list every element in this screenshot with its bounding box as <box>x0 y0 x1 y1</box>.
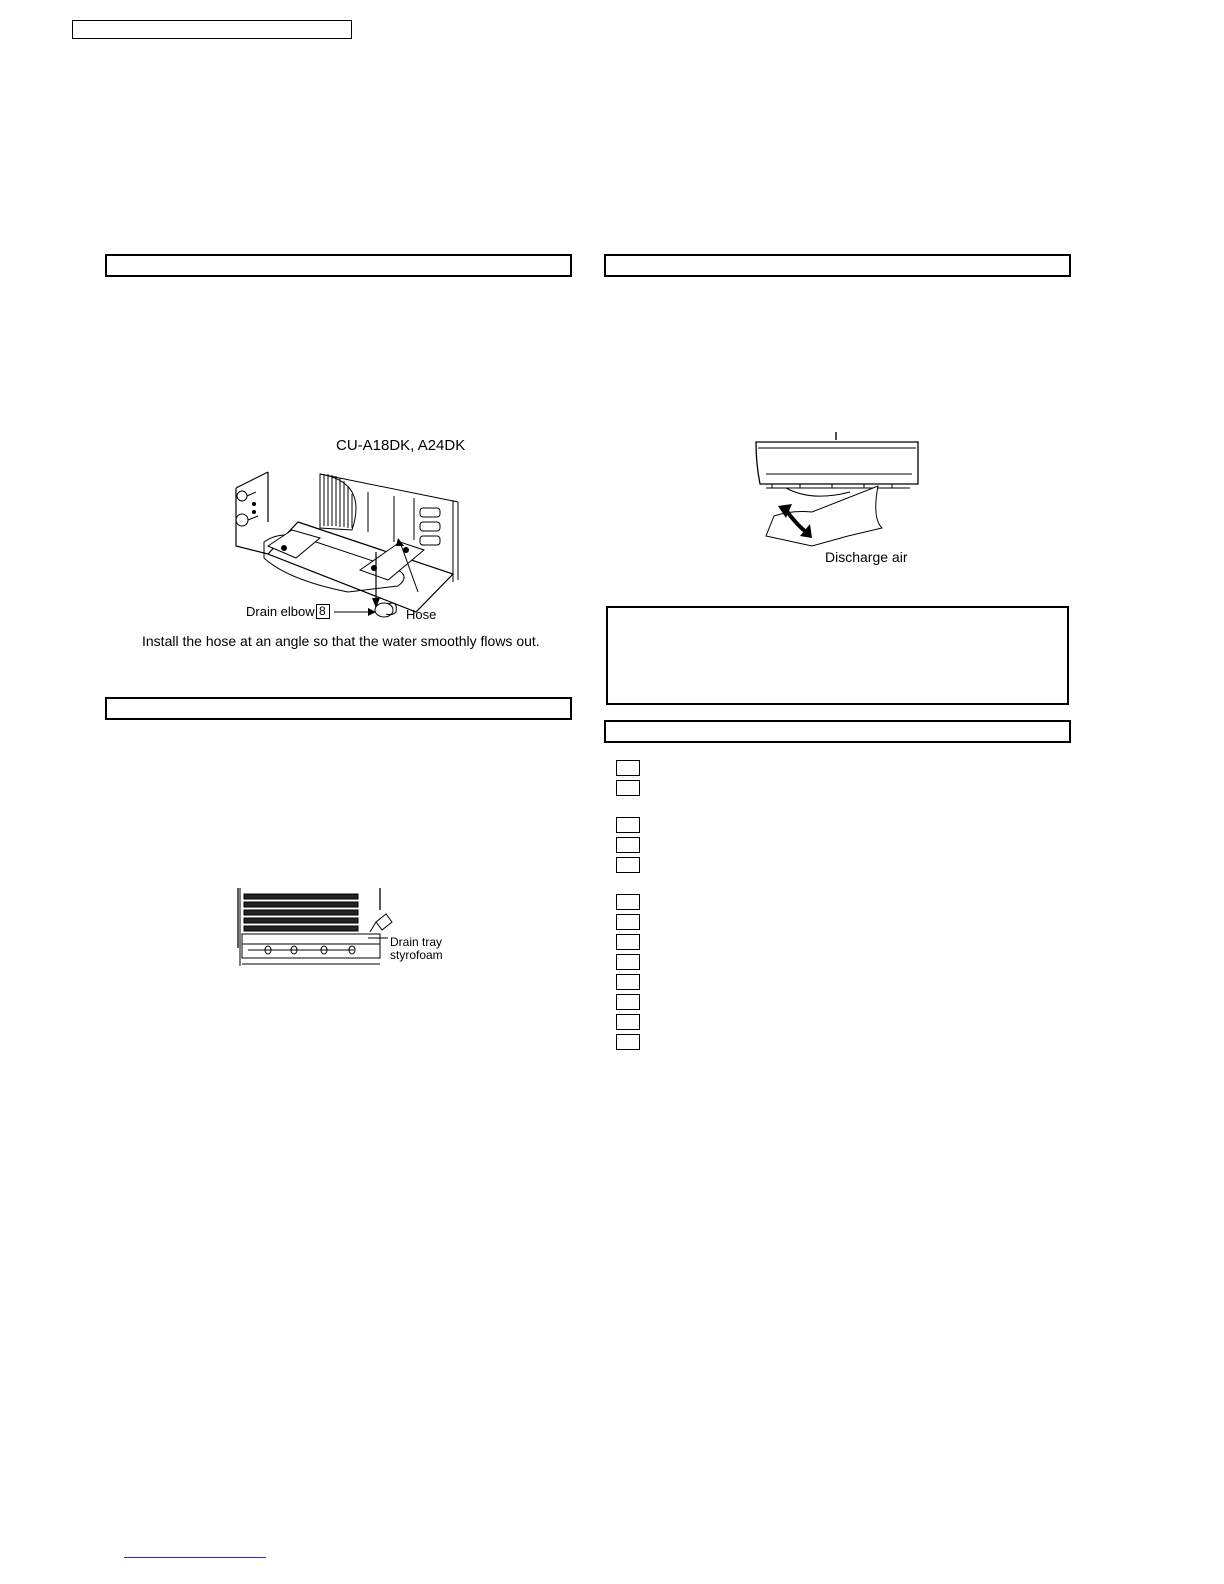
checklist-checkbox[interactable] <box>616 934 640 950</box>
footer-link[interactable] <box>124 1557 266 1558</box>
indoor-unit-illustration <box>752 428 924 558</box>
checklist-checkbox[interactable] <box>616 894 640 910</box>
drain-tray-illustration <box>234 886 394 970</box>
checklist-checkbox[interactable] <box>616 837 640 853</box>
checklist-checkbox[interactable] <box>616 974 640 990</box>
checklist-checkbox[interactable] <box>616 857 640 873</box>
checklist-checkbox[interactable] <box>616 817 640 833</box>
hose-label: Hose <box>406 607 437 622</box>
checklist-checkbox[interactable] <box>616 994 640 1010</box>
outdoor-model-caption: CU-A18DK, A24DK <box>336 437 466 454</box>
drain-elbow-number: 8 <box>319 604 326 618</box>
checklist-checkbox[interactable] <box>616 914 640 930</box>
drain-tray-label-line2: styrofoam <box>390 948 443 962</box>
section-header-right-top <box>604 254 1071 277</box>
checklist-checkbox[interactable] <box>616 760 640 776</box>
discharge-air-label: Discharge air <box>825 549 908 565</box>
section-header-left-top <box>105 254 572 277</box>
checklist-checkbox[interactable] <box>616 954 640 970</box>
section-header-right-checklist <box>604 720 1071 743</box>
drain-elbow-label: Drain elbow <box>246 604 315 619</box>
checklist-checkbox[interactable] <box>616 1034 640 1050</box>
drain-tray-label-line1: Drain tray <box>390 935 443 949</box>
install-instruction: Install the hose at an angle so that the water smoothly flows out. <box>142 633 540 649</box>
section-header-left-bottom <box>105 697 572 720</box>
checklist-checkbox[interactable] <box>616 1014 640 1030</box>
note-box <box>606 606 1069 705</box>
header-box <box>72 20 352 39</box>
checklist-checkbox[interactable] <box>616 780 640 796</box>
